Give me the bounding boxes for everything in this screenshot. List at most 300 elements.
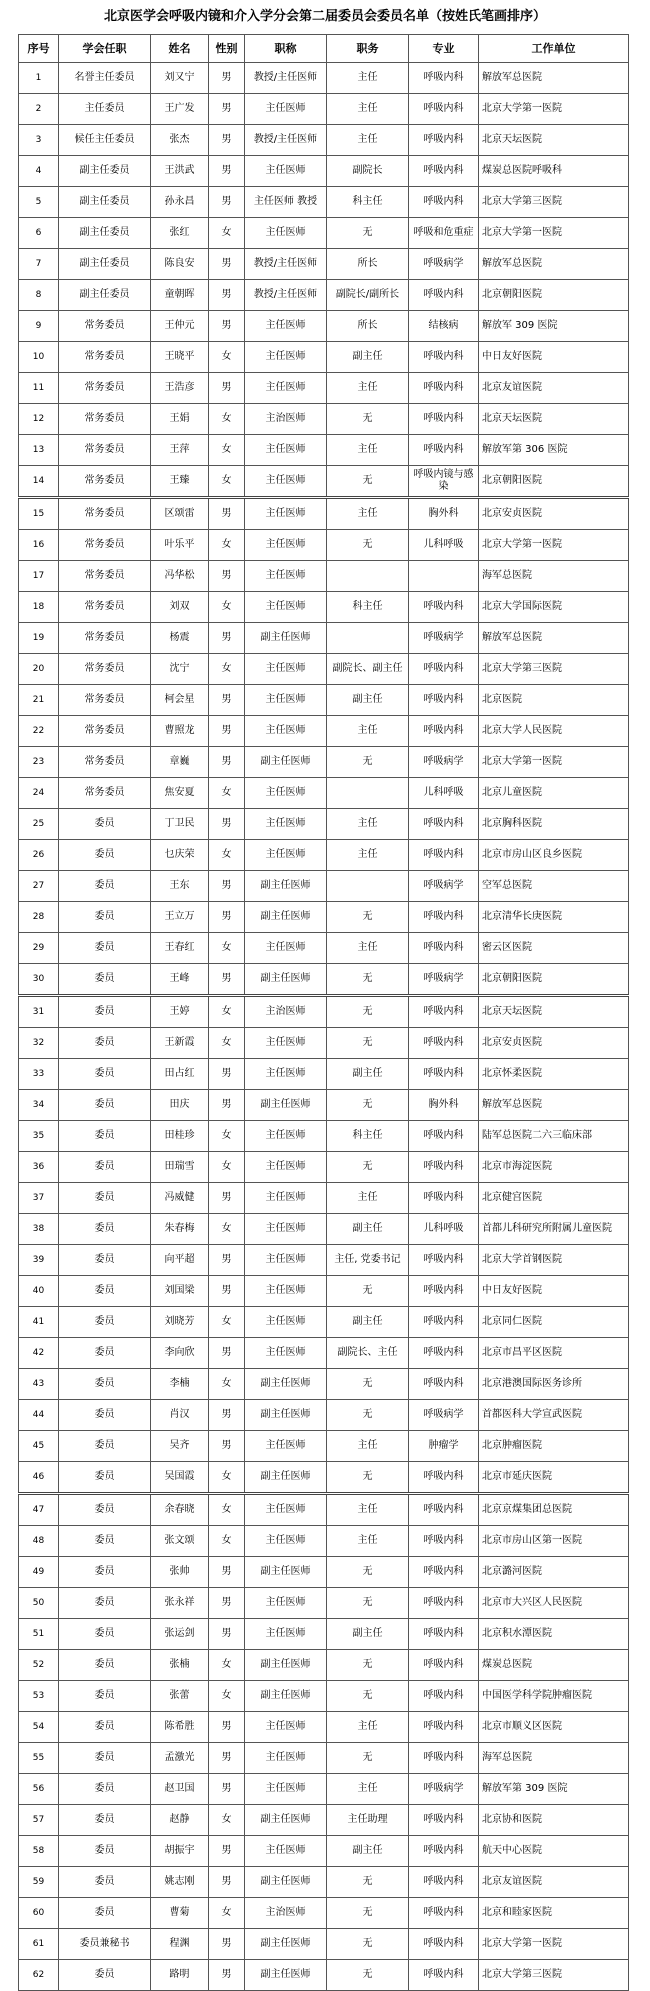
cell-role: 委员 bbox=[59, 1276, 151, 1307]
cell-role: 常务委员 bbox=[59, 778, 151, 809]
cell-role: 委员 bbox=[59, 1059, 151, 1090]
cell-title: 主治医师 bbox=[245, 996, 327, 1028]
cell-unit: 北京大学第一医院 bbox=[479, 530, 629, 561]
table-row bbox=[19, 654, 629, 685]
cell-unit: 北京市顺义区医院 bbox=[479, 1712, 629, 1743]
cell-title: 主任医师 bbox=[245, 1836, 327, 1867]
cell-unit: 解放军 309 医院 bbox=[479, 311, 629, 342]
cell-position: 副院长/副所长 bbox=[327, 280, 409, 311]
cell-title: 主任医师 bbox=[245, 1245, 327, 1276]
cell-position: 科主任 bbox=[327, 1121, 409, 1152]
cell-position: 副主任 bbox=[327, 1619, 409, 1650]
cell-position: 无 bbox=[327, 1960, 409, 1991]
cell-name: 区颂雷 bbox=[151, 498, 209, 530]
cell-position: 主任 bbox=[327, 716, 409, 747]
cell-gender: 男 bbox=[209, 685, 245, 716]
table-row bbox=[19, 1214, 629, 1245]
cell-name: 肖汉 bbox=[151, 1400, 209, 1431]
cell-title: 副主任医师 bbox=[245, 871, 327, 902]
table-row bbox=[19, 716, 629, 747]
cell-gender: 男 bbox=[209, 94, 245, 125]
cell-role: 委员 bbox=[59, 1338, 151, 1369]
table-row bbox=[19, 1805, 629, 1836]
cell-position: 无 bbox=[327, 747, 409, 778]
table-row bbox=[19, 933, 629, 964]
cell-position: 主任 bbox=[327, 373, 409, 404]
cell-index: 2 bbox=[19, 94, 59, 125]
cell-name: 田占红 bbox=[151, 1059, 209, 1090]
cell-role: 委员 bbox=[59, 1619, 151, 1650]
cell-specialty: 呼吸内科 bbox=[409, 1307, 479, 1338]
cell-position: 副主任 bbox=[327, 1059, 409, 1090]
cell-position: 无 bbox=[327, 1090, 409, 1121]
cell-specialty: 胸外科 bbox=[409, 1090, 479, 1121]
cell-position bbox=[327, 871, 409, 902]
cell-unit: 密云区医院 bbox=[479, 933, 629, 964]
cell-unit: 煤炭总医院呼吸科 bbox=[479, 156, 629, 187]
cell-title: 主任医师 bbox=[245, 342, 327, 373]
cell-name: 张杰 bbox=[151, 125, 209, 156]
cell-specialty: 呼吸病学 bbox=[409, 249, 479, 280]
table-row bbox=[19, 1743, 629, 1774]
cell-role: 常务委员 bbox=[59, 311, 151, 342]
cell-role: 委员 bbox=[59, 1369, 151, 1400]
cell-title: 主任医师 bbox=[245, 1526, 327, 1557]
cell-position: 主任助理 bbox=[327, 1805, 409, 1836]
table-row bbox=[19, 1369, 629, 1400]
cell-gender: 男 bbox=[209, 1557, 245, 1588]
cell-index: 28 bbox=[19, 902, 59, 933]
cell-position: 副主任 bbox=[327, 1214, 409, 1245]
cell-unit: 北京港澳国际医务诊所 bbox=[479, 1369, 629, 1400]
cell-index: 59 bbox=[19, 1867, 59, 1898]
cell-position: 无 bbox=[327, 1743, 409, 1774]
cell-title: 主任医师 bbox=[245, 778, 327, 809]
cell-position: 主任, 党委书记 bbox=[327, 1245, 409, 1276]
cell-role: 常务委员 bbox=[59, 623, 151, 654]
cell-unit: 北京怀柔医院 bbox=[479, 1059, 629, 1090]
cell-unit: 北京大学第三医院 bbox=[479, 654, 629, 685]
cell-role: 常务委员 bbox=[59, 435, 151, 466]
cell-title: 副主任医师 bbox=[245, 902, 327, 933]
cell-gender: 男 bbox=[209, 1338, 245, 1369]
cell-unit: 北京肿瘤医院 bbox=[479, 1431, 629, 1462]
table-row bbox=[19, 1028, 629, 1059]
cell-title: 教授/主任医师 bbox=[245, 63, 327, 94]
cell-unit: 首都医科大学宣武医院 bbox=[479, 1400, 629, 1431]
cell-specialty: 呼吸内科 bbox=[409, 654, 479, 685]
cell-title: 主任医师 bbox=[245, 592, 327, 623]
cell-unit: 首都儿科研究所附属儿童医院 bbox=[479, 1214, 629, 1245]
cell-title: 主任医师 bbox=[245, 373, 327, 404]
cell-gender: 女 bbox=[209, 1307, 245, 1338]
cell-unit: 北京同仁医院 bbox=[479, 1307, 629, 1338]
cell-name: 王婷 bbox=[151, 996, 209, 1028]
cell-specialty: 呼吸内科 bbox=[409, 1712, 479, 1743]
cell-specialty: 呼吸内科 bbox=[409, 1526, 479, 1557]
cell-role: 委员 bbox=[59, 933, 151, 964]
cell-specialty: 呼吸内科 bbox=[409, 1805, 479, 1836]
cell-role: 常务委员 bbox=[59, 342, 151, 373]
table-row bbox=[19, 1836, 629, 1867]
cell-unit: 北京儿童医院 bbox=[479, 778, 629, 809]
cell-gender: 男 bbox=[209, 280, 245, 311]
cell-role: 候任主任委员 bbox=[59, 125, 151, 156]
cell-position: 无 bbox=[327, 218, 409, 249]
cell-role: 委员 bbox=[59, 1028, 151, 1059]
cell-specialty: 呼吸内科 bbox=[409, 592, 479, 623]
cell-gender: 女 bbox=[209, 1028, 245, 1059]
cell-gender: 男 bbox=[209, 1276, 245, 1307]
table-row bbox=[19, 1774, 629, 1805]
cell-gender: 女 bbox=[209, 840, 245, 871]
cell-name: 张红 bbox=[151, 218, 209, 249]
cell-gender: 男 bbox=[209, 1712, 245, 1743]
cell-name: 乜庆荣 bbox=[151, 840, 209, 871]
cell-unit: 北京市昌平区医院 bbox=[479, 1338, 629, 1369]
cell-name: 张蕾 bbox=[151, 1681, 209, 1712]
cell-title: 主任医师 bbox=[245, 156, 327, 187]
cell-role: 名誉主任委员 bbox=[59, 63, 151, 94]
cell-position: 无 bbox=[327, 1276, 409, 1307]
cell-title: 副主任医师 bbox=[245, 964, 327, 996]
cell-title: 主任医师 bbox=[245, 1214, 327, 1245]
cell-index: 9 bbox=[19, 311, 59, 342]
header-position: 职务 bbox=[327, 35, 409, 63]
cell-gender: 女 bbox=[209, 1526, 245, 1557]
cell-specialty: 呼吸内科 bbox=[409, 685, 479, 716]
cell-position: 主任 bbox=[327, 1431, 409, 1462]
cell-position bbox=[327, 561, 409, 592]
cell-index: 15 bbox=[19, 498, 59, 530]
cell-specialty: 呼吸内科 bbox=[409, 94, 479, 125]
cell-gender: 男 bbox=[209, 1619, 245, 1650]
table-row bbox=[19, 747, 629, 778]
cell-role: 委员 bbox=[59, 1090, 151, 1121]
cell-index: 51 bbox=[19, 1619, 59, 1650]
cell-unit: 北京积水潭医院 bbox=[479, 1619, 629, 1650]
cell-gender: 女 bbox=[209, 342, 245, 373]
cell-unit: 北京大学第三医院 bbox=[479, 1960, 629, 1991]
cell-unit: 北京京煤集团总医院 bbox=[479, 1494, 629, 1526]
cell-specialty: 呼吸内科 bbox=[409, 1929, 479, 1960]
cell-unit: 北京天坛医院 bbox=[479, 404, 629, 435]
cell-role: 常务委员 bbox=[59, 685, 151, 716]
cell-title: 主任医师 bbox=[245, 1743, 327, 1774]
cell-unit: 空军总医院 bbox=[479, 871, 629, 902]
cell-name: 李向欣 bbox=[151, 1338, 209, 1369]
cell-position: 无 bbox=[327, 1462, 409, 1494]
cell-position: 主任 bbox=[327, 125, 409, 156]
table-row bbox=[19, 1121, 629, 1152]
cell-position: 无 bbox=[327, 1929, 409, 1960]
cell-position: 主任 bbox=[327, 840, 409, 871]
cell-specialty: 呼吸内科 bbox=[409, 1121, 479, 1152]
cell-specialty: 呼吸病学 bbox=[409, 623, 479, 654]
table-row bbox=[19, 1526, 629, 1557]
cell-name: 叶乐平 bbox=[151, 530, 209, 561]
table-row bbox=[19, 623, 629, 654]
cell-name: 刘晓芳 bbox=[151, 1307, 209, 1338]
header-role: 学会任职 bbox=[59, 35, 151, 63]
cell-index: 20 bbox=[19, 654, 59, 685]
cell-role: 委员 bbox=[59, 902, 151, 933]
cell-position: 副主任 bbox=[327, 342, 409, 373]
cell-position: 无 bbox=[327, 404, 409, 435]
cell-role: 委员 bbox=[59, 1183, 151, 1214]
cell-title: 副主任医师 bbox=[245, 1929, 327, 1960]
cell-position: 主任 bbox=[327, 1712, 409, 1743]
cell-specialty: 结核病 bbox=[409, 311, 479, 342]
cell-unit: 北京市延庆医院 bbox=[479, 1462, 629, 1494]
cell-position: 主任 bbox=[327, 63, 409, 94]
cell-title: 主任医师 bbox=[245, 1059, 327, 1090]
cell-index: 8 bbox=[19, 280, 59, 311]
cell-unit: 北京天坛医院 bbox=[479, 125, 629, 156]
cell-title: 主任医师 bbox=[245, 1431, 327, 1462]
cell-unit: 陆军总医院二六三临床部 bbox=[479, 1121, 629, 1152]
cell-unit: 解放军第 309 医院 bbox=[479, 1774, 629, 1805]
cell-title: 主任医师 bbox=[245, 435, 327, 466]
cell-title: 副主任医师 bbox=[245, 1867, 327, 1898]
cell-index: 54 bbox=[19, 1712, 59, 1743]
cell-index: 23 bbox=[19, 747, 59, 778]
cell-specialty: 呼吸内科 bbox=[409, 280, 479, 311]
cell-unit: 中日友好医院 bbox=[479, 342, 629, 373]
cell-role: 主任委员 bbox=[59, 94, 151, 125]
cell-gender: 男 bbox=[209, 1183, 245, 1214]
table-row bbox=[19, 342, 629, 373]
table-row bbox=[19, 1338, 629, 1369]
cell-specialty: 呼吸内科 bbox=[409, 840, 479, 871]
cell-index: 30 bbox=[19, 964, 59, 996]
table-row bbox=[19, 280, 629, 311]
cell-title: 主任医师 bbox=[245, 654, 327, 685]
cell-role: 委员 bbox=[59, 1836, 151, 1867]
cell-unit: 解放军总医院 bbox=[479, 1090, 629, 1121]
cell-specialty: 呼吸内科 bbox=[409, 933, 479, 964]
cell-name: 陈良安 bbox=[151, 249, 209, 280]
cell-title: 主治医师 bbox=[245, 404, 327, 435]
table-row bbox=[19, 373, 629, 404]
cell-name: 吴国霞 bbox=[151, 1462, 209, 1494]
cell-gender: 女 bbox=[209, 654, 245, 685]
table-row bbox=[19, 840, 629, 871]
cell-name: 向平超 bbox=[151, 1245, 209, 1276]
cell-position: 主任 bbox=[327, 933, 409, 964]
table-row bbox=[19, 1681, 629, 1712]
cell-gender: 男 bbox=[209, 311, 245, 342]
cell-name: 刘国梁 bbox=[151, 1276, 209, 1307]
cell-gender: 男 bbox=[209, 373, 245, 404]
cell-specialty: 呼吸内科 bbox=[409, 1650, 479, 1681]
cell-specialty: 呼吸内科 bbox=[409, 1152, 479, 1183]
cell-position: 主任 bbox=[327, 498, 409, 530]
cell-name: 冯威健 bbox=[151, 1183, 209, 1214]
table-body bbox=[19, 63, 629, 1991]
cell-position: 主任 bbox=[327, 809, 409, 840]
cell-role: 委员 bbox=[59, 1774, 151, 1805]
cell-position: 无 bbox=[327, 1867, 409, 1898]
cell-unit: 解放军总医院 bbox=[479, 249, 629, 280]
cell-specialty: 呼吸内科 bbox=[409, 716, 479, 747]
cell-title: 主任医师 bbox=[245, 1494, 327, 1526]
cell-unit: 北京大学首钢医院 bbox=[479, 1245, 629, 1276]
cell-index: 13 bbox=[19, 435, 59, 466]
table-row bbox=[19, 1619, 629, 1650]
cell-position: 无 bbox=[327, 1588, 409, 1619]
cell-specialty: 呼吸内科 bbox=[409, 1028, 479, 1059]
cell-index: 29 bbox=[19, 933, 59, 964]
cell-name: 王东 bbox=[151, 871, 209, 902]
cell-unit: 北京胸科医院 bbox=[479, 809, 629, 840]
cell-position: 无 bbox=[327, 1650, 409, 1681]
cell-specialty: 呼吸内科 bbox=[409, 1369, 479, 1400]
header-name: 姓名 bbox=[151, 35, 209, 63]
cell-gender: 女 bbox=[209, 1462, 245, 1494]
cell-index: 52 bbox=[19, 1650, 59, 1681]
cell-gender: 男 bbox=[209, 1743, 245, 1774]
cell-gender: 男 bbox=[209, 249, 245, 280]
cell-unit: 北京市房山区良乡医院 bbox=[479, 840, 629, 871]
cell-position: 无 bbox=[327, 1557, 409, 1588]
table-row bbox=[19, 1557, 629, 1588]
cell-gender: 女 bbox=[209, 592, 245, 623]
cell-gender: 男 bbox=[209, 809, 245, 840]
cell-index: 12 bbox=[19, 404, 59, 435]
cell-unit: 中日友好医院 bbox=[479, 1276, 629, 1307]
cell-position: 副主任 bbox=[327, 685, 409, 716]
cell-specialty: 呼吸病学 bbox=[409, 747, 479, 778]
cell-name: 程渊 bbox=[151, 1929, 209, 1960]
header-title: 职称 bbox=[245, 35, 327, 63]
cell-position: 主任 bbox=[327, 1774, 409, 1805]
cell-title: 副主任医师 bbox=[245, 1090, 327, 1121]
cell-gender: 女 bbox=[209, 404, 245, 435]
cell-position: 副主任 bbox=[327, 1836, 409, 1867]
cell-role: 委员 bbox=[59, 1307, 151, 1338]
cell-title: 主任医师 教授 bbox=[245, 187, 327, 218]
cell-gender: 女 bbox=[209, 1805, 245, 1836]
cell-gender: 男 bbox=[209, 623, 245, 654]
cell-specialty: 呼吸内科 bbox=[409, 1743, 479, 1774]
cell-unit: 北京大学国际医院 bbox=[479, 592, 629, 623]
cell-unit: 北京大学第一医院 bbox=[479, 1929, 629, 1960]
cell-gender: 男 bbox=[209, 1245, 245, 1276]
cell-position: 科主任 bbox=[327, 592, 409, 623]
cell-unit: 海军总医院 bbox=[479, 561, 629, 592]
cell-name: 张运剑 bbox=[151, 1619, 209, 1650]
table-row bbox=[19, 498, 629, 530]
committee-table bbox=[18, 34, 629, 1991]
cell-unit: 解放军总医院 bbox=[479, 63, 629, 94]
cell-title: 教授/主任医师 bbox=[245, 249, 327, 280]
cell-index: 55 bbox=[19, 1743, 59, 1774]
cell-gender: 男 bbox=[209, 1059, 245, 1090]
cell-unit: 北京大学人民医院 bbox=[479, 716, 629, 747]
cell-title: 主任医师 bbox=[245, 498, 327, 530]
cell-index: 37 bbox=[19, 1183, 59, 1214]
cell-index: 46 bbox=[19, 1462, 59, 1494]
cell-index: 43 bbox=[19, 1369, 59, 1400]
cell-gender: 女 bbox=[209, 1214, 245, 1245]
cell-specialty: 呼吸内科 bbox=[409, 902, 479, 933]
cell-title: 主任医师 bbox=[245, 1152, 327, 1183]
cell-title: 副主任医师 bbox=[245, 1369, 327, 1400]
cell-gender: 男 bbox=[209, 561, 245, 592]
table-row bbox=[19, 218, 629, 249]
cell-role: 委员 bbox=[59, 1214, 151, 1245]
cell-index: 50 bbox=[19, 1588, 59, 1619]
table-row bbox=[19, 466, 629, 498]
header-index: 序号 bbox=[19, 35, 59, 63]
table-row bbox=[19, 94, 629, 125]
cell-name: 赵静 bbox=[151, 1805, 209, 1836]
table-header-row bbox=[19, 35, 629, 63]
cell-role: 常务委员 bbox=[59, 716, 151, 747]
cell-specialty: 呼吸内科 bbox=[409, 1059, 479, 1090]
cell-position: 副院长 bbox=[327, 156, 409, 187]
cell-gender: 男 bbox=[209, 63, 245, 94]
cell-gender: 男 bbox=[209, 902, 245, 933]
cell-name: 张楠 bbox=[151, 1650, 209, 1681]
cell-role: 常务委员 bbox=[59, 561, 151, 592]
cell-title: 主任医师 bbox=[245, 311, 327, 342]
cell-specialty: 呼吸内科 bbox=[409, 996, 479, 1028]
cell-specialty: 呼吸内科 bbox=[409, 1338, 479, 1369]
cell-name: 姚志刚 bbox=[151, 1867, 209, 1898]
cell-gender: 男 bbox=[209, 125, 245, 156]
cell-gender: 女 bbox=[209, 1121, 245, 1152]
table-row bbox=[19, 1059, 629, 1090]
table-row bbox=[19, 1245, 629, 1276]
table-row bbox=[19, 561, 629, 592]
cell-name: 王浩彦 bbox=[151, 373, 209, 404]
cell-unit: 北京和睦家医院 bbox=[479, 1898, 629, 1929]
cell-role: 副主任委员 bbox=[59, 218, 151, 249]
cell-unit: 解放军总医院 bbox=[479, 623, 629, 654]
cell-specialty: 呼吸内科 bbox=[409, 809, 479, 840]
cell-name: 曹菊 bbox=[151, 1898, 209, 1929]
cell-index: 35 bbox=[19, 1121, 59, 1152]
cell-position bbox=[327, 623, 409, 654]
cell-name: 王洪武 bbox=[151, 156, 209, 187]
cell-index: 3 bbox=[19, 125, 59, 156]
table-row bbox=[19, 1400, 629, 1431]
cell-index: 58 bbox=[19, 1836, 59, 1867]
cell-role: 委员 bbox=[59, 1121, 151, 1152]
header-unit: 工作单位 bbox=[479, 35, 629, 63]
cell-gender: 男 bbox=[209, 1929, 245, 1960]
cell-unit: 北京潞河医院 bbox=[479, 1557, 629, 1588]
table-row bbox=[19, 1867, 629, 1898]
table-row bbox=[19, 902, 629, 933]
cell-role: 常务委员 bbox=[59, 530, 151, 561]
cell-index: 47 bbox=[19, 1494, 59, 1526]
table-row bbox=[19, 1898, 629, 1929]
cell-index: 57 bbox=[19, 1805, 59, 1836]
cell-position: 无 bbox=[327, 466, 409, 498]
cell-role: 委员 bbox=[59, 871, 151, 902]
cell-position: 无 bbox=[327, 1152, 409, 1183]
cell-index: 56 bbox=[19, 1774, 59, 1805]
cell-index: 34 bbox=[19, 1090, 59, 1121]
cell-unit: 北京天坛医院 bbox=[479, 996, 629, 1028]
cell-name: 吴齐 bbox=[151, 1431, 209, 1462]
cell-role: 委员 bbox=[59, 1557, 151, 1588]
cell-gender: 女 bbox=[209, 218, 245, 249]
cell-title: 副主任医师 bbox=[245, 1960, 327, 1991]
